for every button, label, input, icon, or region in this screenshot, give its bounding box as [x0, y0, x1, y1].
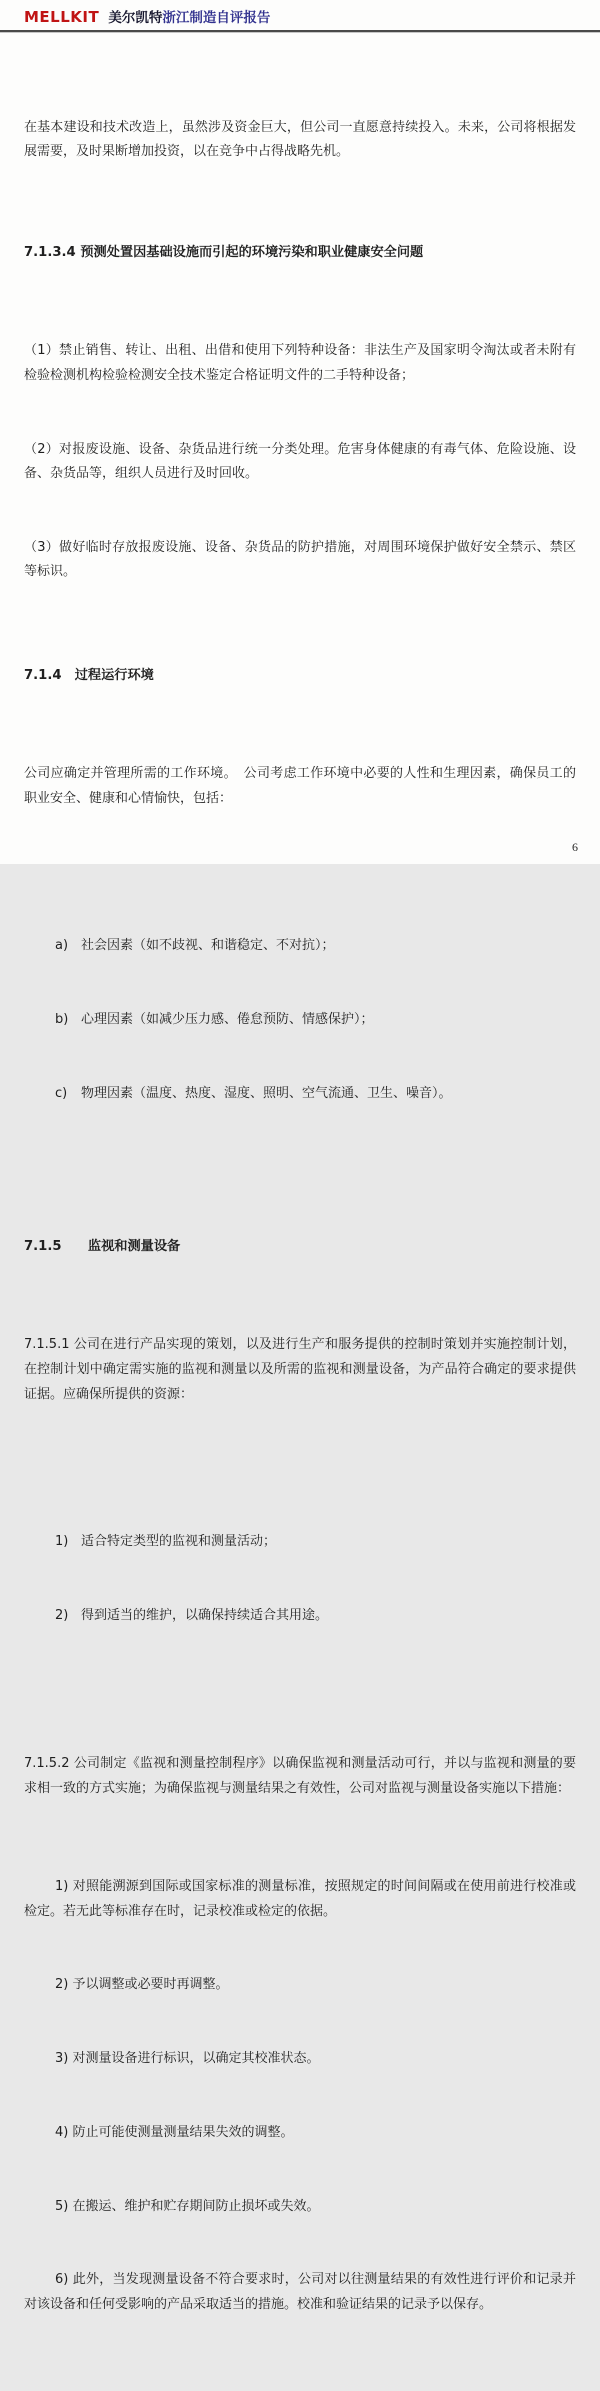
brand-logo: MELLKIT — [24, 8, 100, 26]
measure-item-6: 6) 此外，当发现测量设备不符合要求时，公司对以往测量结果的有效性进行评价和记录并对该设备和任何受影响的产品采取适当的措施。校准和验证结果的记录予以保存。 — [24, 2272, 576, 2313]
measure-item-3: 3) 对测量设备进行标识，以确定其校准状态。 — [55, 2051, 320, 2067]
paragraph-7-1-5-2: 7.1.5.2 公司制定《监视和测量控制程序》以确保监视和测量活动可行，并以与监视和测量的要求相一致的方式实施；为确保监视与测量结果之有效性，公司对监视与测量设备实施以下措施： — [24, 1755, 576, 1796]
list-item-text: 心理因素（如减少压力感、倦怠预防、情感保护）； — [81, 1012, 374, 1028]
measure-item-5: 5) 在搬运、维护和贮存期间防止损坏或失效。 — [55, 2198, 320, 2214]
heading-7-1-3-4: 7.1.3.4 预测处置因基础设施而引起的环境污染和职业健康安全问题 — [24, 244, 424, 260]
list-item-social-factor — [24, 934, 576, 959]
heading-7-1-4: 7.1.4 过程运行环境 — [24, 667, 154, 683]
list-item-text: 物理因素（温度、热度、湿度、照明、空气流通、卫生、噪音）。 — [81, 1086, 452, 1102]
list-item-physical-factor — [24, 1082, 576, 1107]
document-body — [24, 33, 576, 2391]
list-item-text: 得到适当的维护，以确保持续适合其用途。 — [81, 1608, 329, 1624]
heading-7-1-5: 7.1.5 监视和测量设备 — [24, 1239, 181, 1255]
list-item-text: 社会因素（如不歧视、和谐稳定、不对抗）； — [81, 938, 335, 954]
document-title: 浙江制造自评报告 — [162, 10, 271, 26]
measure-item-2: 2) 予以调整或必要时再调整。 — [55, 1977, 229, 1993]
list-item-maintenance — [24, 1604, 576, 1629]
page-header — [24, 0, 576, 27]
monitoring-resource-list — [24, 1481, 576, 1678]
list-item-label: a) — [55, 938, 69, 954]
paragraph-equipment-item-2: （2）对报废设施、设备、杂货品进行统一分类处理。危害身体健康的有毒气体、危险设施、设备、杂货品等，组织人员进行及时回收。 — [24, 441, 576, 482]
page-number: 6 — [572, 840, 578, 854]
list-item-label: b) — [55, 1012, 69, 1028]
paragraph-7-1-5-1: 7.1.5.1 公司在进行产品实现的策划，以及进行生产和服务提供的控制时策划并实施控制计划，在控制计划中确定需实施的监视和测量以及所需的监视和测量设备，为产品符合确定的要求提供证据。应确保所提供的资源： — [24, 1337, 576, 1402]
list-item-label: c) — [55, 1086, 68, 1102]
brand-name-chinese: 美尔凯特 — [108, 10, 163, 26]
paragraph-equipment-item-1: （1）禁止销售、转让、出租、出借和使用下列特种设备：非法生产及国家明令淘汰或者未附有检验检测机构检验检测安全技术鉴定合格证明文件的二手特种设备； — [24, 343, 576, 383]
measure-item-1: 1) 对照能溯源到国际或国家标准的测量标准，按照规定的时间间隔或在使用前进行校准或检定。若无此等标准存在时，记录校准或检定的依据。 — [24, 1878, 576, 1919]
measure-item-4: 4) 防止可能使测量测量结果失效的调整。 — [55, 2124, 294, 2140]
list-item-psychological-factor — [24, 1008, 576, 1033]
paragraph-equipment-item-3: （3）做好临时存放报废设施、设备、杂货品的防护措施，对周围环境保护做好安全禁示、禁区等标识。 — [24, 539, 576, 580]
list-item-monitoring-activity — [24, 1530, 576, 1555]
paragraph-work-environment: 公司应确定并管理所需的工作环境。 公司考虑工作环境中必要的人性和生理因素，确保员工的职业安全、健康和心情愉快，包括： — [24, 766, 576, 806]
list-item-label: 1) — [55, 1534, 69, 1550]
list-item-text: 适合特定类型的监视和测量活动； — [81, 1534, 277, 1550]
list-item-label: 2) — [55, 1608, 69, 1624]
paragraph-capital-investment: 在基本建设和技术改造上，虽然涉及资金巨大，但公司一直愿意持续投入。未来，公司将根据发展需要，及时果断增加投资，以在竞争中占得战略先机。 — [24, 119, 576, 160]
work-environment-factor-list — [24, 885, 576, 1156]
